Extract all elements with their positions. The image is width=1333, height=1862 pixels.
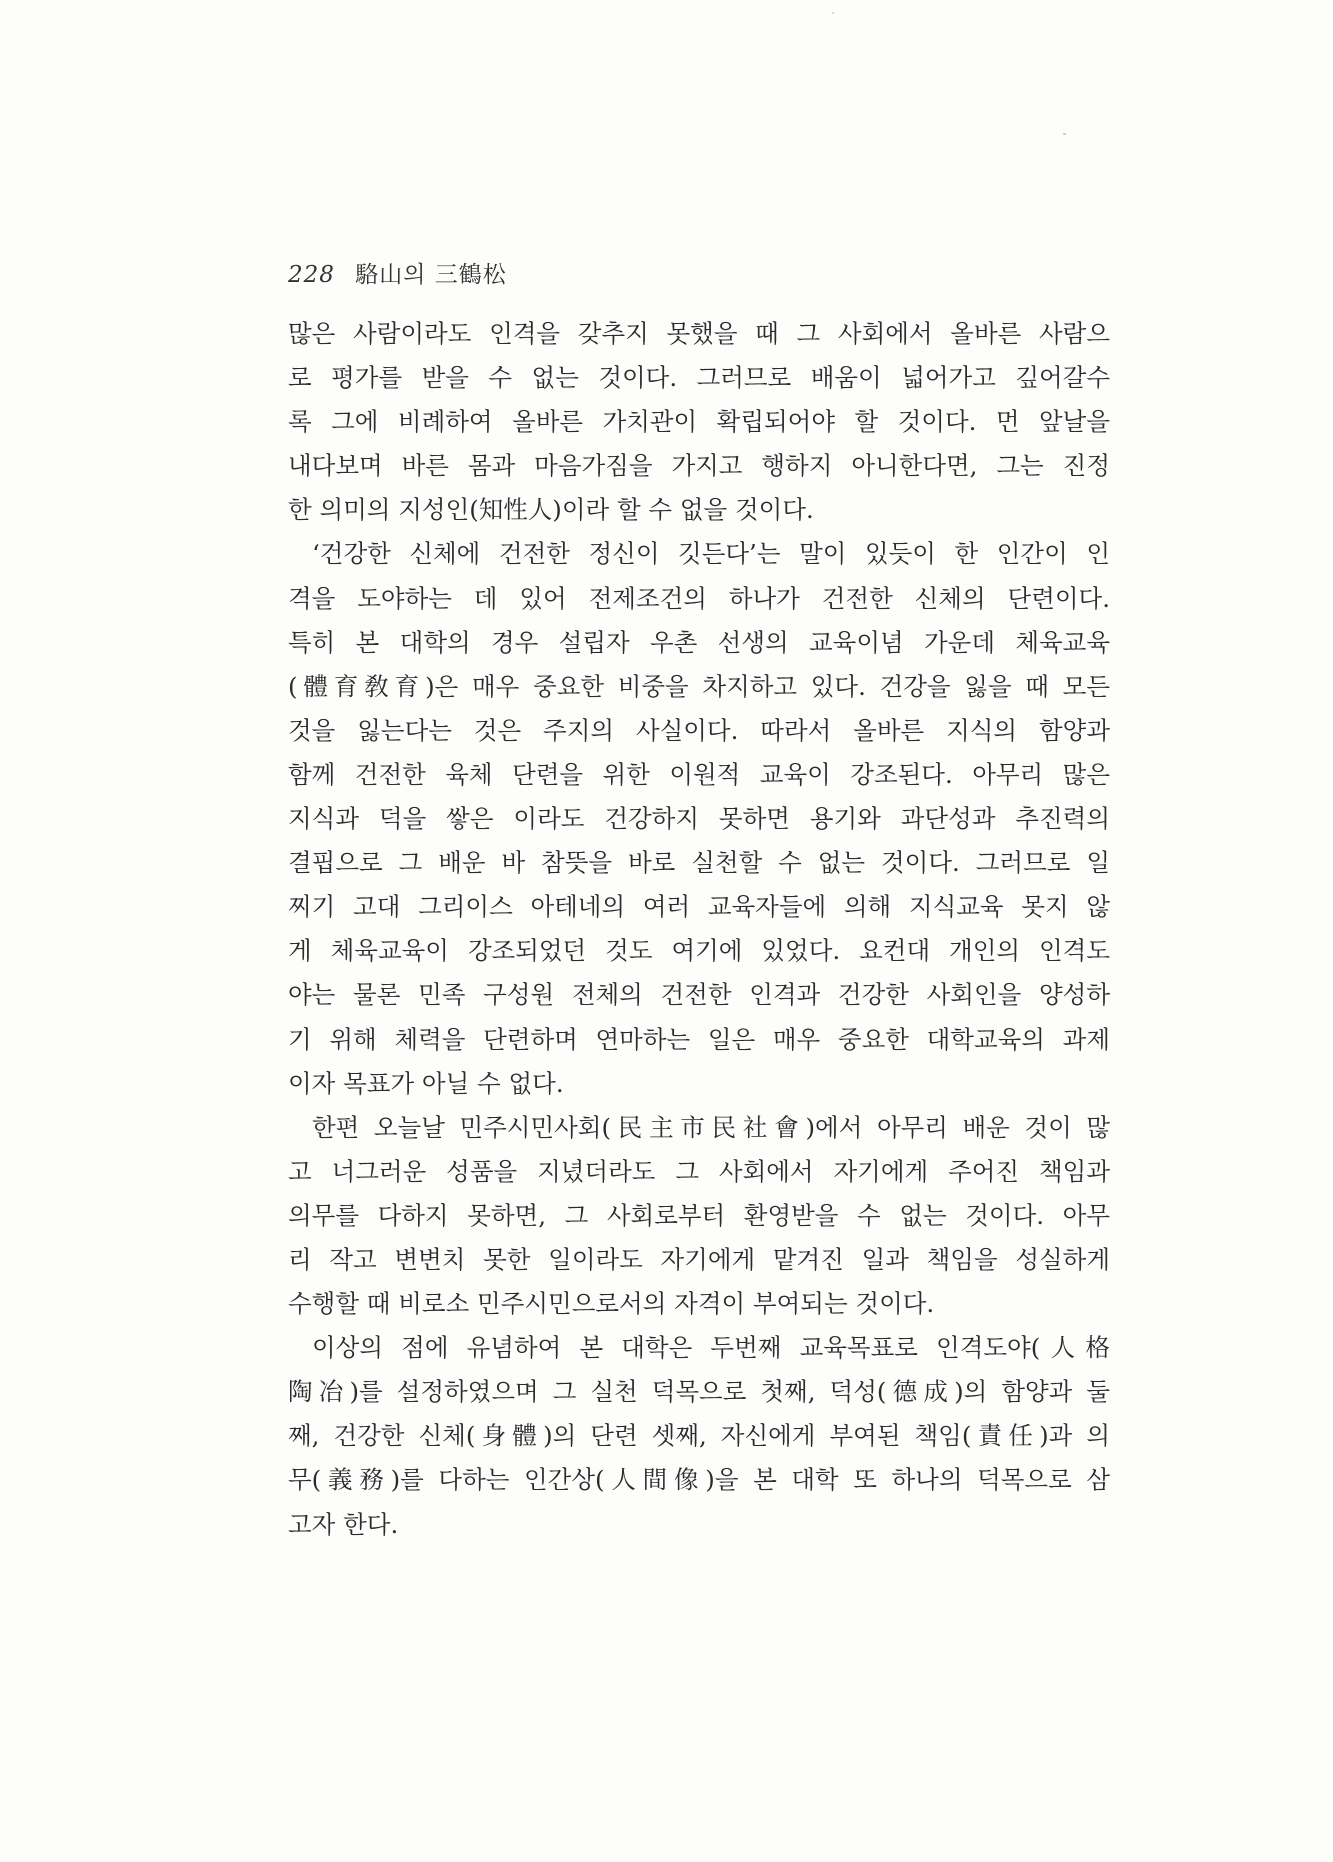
text-line: 리 작고 변변치 못한 일이라도 자기에게 맡겨진 일과 책임을 성실하게 [288,1244,1110,1274]
text-line: 째, 건강한 신체(身體)의 단련 셋째, 자신에게 부여된 책임(責任)과 의 [288,1421,1110,1451]
text-line: 찌기 고대 그리이스 아테네의 여러 교육자들에 의해 지식교육 못지 않 [288,892,1110,922]
text-line: 지식과 덕을 쌓은 이라도 건강하지 못하면 용기와 과단성과 추진력의 [288,804,1110,834]
text-line: 게 체육교육이 강조되었던 것도 여기에 있었다. 요컨대 개인의 인격도 [288,936,1110,966]
text-line: 격을 도야하는 데 있어 전제조건의 하나가 건전한 신체의 단련이다. [288,583,1110,613]
text-line: 함께 건전한 육체 단련을 위한 이원적 교육이 강조된다. 아무리 많은 [288,759,1110,789]
text-line: (體育敎育)은 매우 중요한 비중을 차지하고 있다. 건강을 잃을 때 모든 [288,671,1110,701]
text-line: 로 평가를 받을 수 없는 것이다. 그러므로 배움이 넓어가고 깊어갈수 [288,363,1110,393]
text-line: 이자 목표가 아닐 수 없다. [288,1068,564,1098]
running-header [288,256,507,289]
text-line: 한 의미의 지성인(知性人)이라 할 수 없을 것이다. [288,495,814,525]
speck-top [832,12,834,14]
text-line: 수행할 때 비로소 민주시민으로서의 자격이 부여되는 것이다. [288,1289,935,1319]
text-line: 고 너그러운 성품을 지녔더라도 그 사회에서 자기에게 주어진 책임과 [288,1156,1110,1186]
text-line: 陶冶)를 설정하였으며 그 실천 덕목으로 첫째, 덕성(德成)의 함양과 둘 [288,1377,1110,1407]
text-line: 한편 오늘날 민주시민사회(民主市民社會)에서 아무리 배운 것이 많 [312,1112,1110,1142]
text-line: 특히 본 대학의 경우 설립자 우촌 선생의 교육이념 가운데 체육교육 [288,627,1110,657]
text-line: 기 위해 체력을 단련하며 연마하는 일은 매우 중요한 대학교육의 과제 [288,1024,1110,1054]
text-line: 많은 사람이라도 인격을 갖추지 못했을 때 그 사회에서 올바른 사람으 [288,319,1110,348]
text-line: 내다보며 바른 몸과 마음가짐을 가지고 행하지 아니한다면, 그는 진정 [288,451,1110,481]
text-line: 무(義務)를 다하는 인간상(人間像)을 본 대학 또 하나의 덕목으로 삼 [288,1465,1110,1495]
text-line: 결핍으로 그 배운 바 참뜻을 바로 실천할 수 없는 것이다. 그러므로 일 [288,848,1110,878]
book-title: 駱山의 三鶴松 [355,262,507,288]
text-line: 고자 한다. [288,1509,399,1539]
text-line: 이상의 점에 유념하여 본 대학은 두번째 교육목표로 인격도야(人格 [312,1333,1110,1363]
text-line: 록 그에 비례하여 올바른 가치관이 확립되어야 할 것이다. 먼 앞날을 [288,407,1110,437]
text-line: 것을 잃는다는 것은 주지의 사실이다. 따라서 올바른 지식의 함양과 [288,715,1110,745]
text-line: ‘건강한 신체에 건전한 정신이 깃든다’는 말이 있듯이 한 인간이 인 [312,539,1110,569]
text-line: 의무를 다하지 못하면, 그 사회로부터 환영받을 수 없는 것이다. 아무 [288,1200,1110,1230]
speck-right [1063,133,1066,135]
page-number: 228 [288,262,335,288]
body-text [288,312,1110,1547]
text-line: 야는 물론 민족 구성원 전체의 건전한 인격과 건강한 사회인을 양성하 [288,980,1110,1010]
